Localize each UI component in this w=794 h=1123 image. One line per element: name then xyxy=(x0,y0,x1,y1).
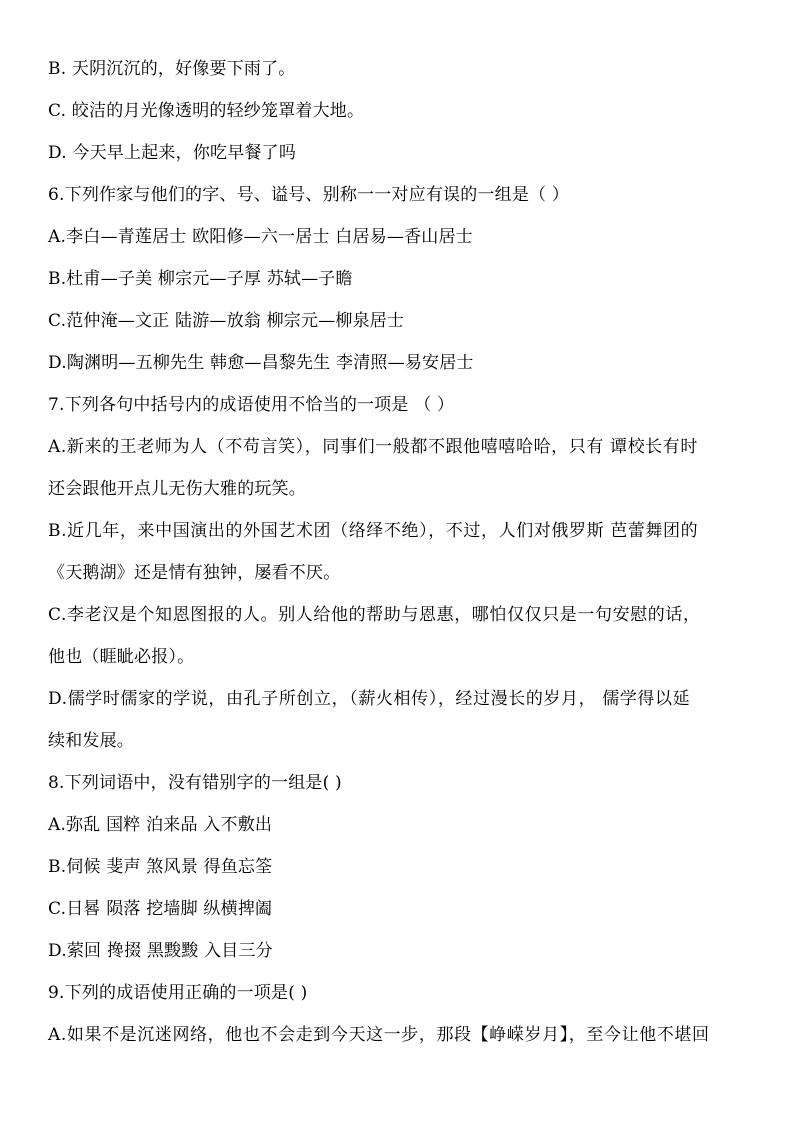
option-7c-line-1: C.李老汉是个知恩图报的人。别人给他的帮助与恩惠，哪怕仅仅只是一句安慰的话， xyxy=(48,605,701,625)
option-9a-line-1: A.如果不是沉迷网络，他也不会走到今天这一步，那段【峥嵘岁月】，至今让他不堪回 xyxy=(48,1025,710,1045)
option-8c: C.日晷 陨落 挖墙脚 纵横捭阖 xyxy=(48,899,273,919)
option-7b-line-1: B.近几年，来中国演出的外国艺术团（络绎不绝），不过，人们对俄罗斯 芭蕾舞团的 xyxy=(48,521,699,541)
option-5d: D. 今天早上起来，你吃早餐了吗 xyxy=(48,143,297,163)
option-7c-line-2: 他也（睚眦必报）。 xyxy=(48,647,195,667)
option-6b: B.杜甫—子美 柳宗元—子厚 苏轼—子瞻 xyxy=(48,269,353,289)
option-7a-line-1: A.新来的王老师为人（不苟言笑），同事们一般都不跟他嘻嘻哈哈，只有 谭校长有时 xyxy=(48,437,698,457)
option-6a: A.李白—青莲居士 欧阳修—六一居士 白居易—香山居士 xyxy=(48,227,473,247)
option-8b: B.伺候 斐声 煞风景 得鱼忘筌 xyxy=(48,857,273,877)
option-6c: C.范仲淹—文正 陆游—放翁 柳宗元—柳泉居士 xyxy=(48,311,405,331)
question-8-title: 8.下列词语中，没有错别字的一组是( ) xyxy=(48,773,342,793)
option-5b: B. 天阴沉沉的，好像要下雨了。 xyxy=(48,59,296,79)
question-6-title: 6.下列作家与他们的字、号、谥号、别称一一对应有误的一组是（ ） xyxy=(48,185,570,205)
question-9-title: 9.下列的成语使用正确的一项是( ) xyxy=(48,983,308,1003)
option-7d-line-1: D.儒学时儒家的学说，由孔子所创立，（薪火相传），经过漫长的岁月， 儒学得以延 xyxy=(48,689,691,709)
option-8a: A.弥乱 国粹 泊来品 入不敷出 xyxy=(48,815,273,835)
option-8d: D.萦回 搀掇 黑黢黢 入目三分 xyxy=(48,941,273,961)
option-7a-line-2: 还会跟他开点儿无伤大雅的玩笑。 xyxy=(48,479,306,499)
question-7-title: 7.下列各句中括号内的成语使用不恰当的一项是 （ ） xyxy=(48,395,455,415)
option-7b-line-2: 《天鹅湖》还是情有独钟，屡看不厌。 xyxy=(48,563,341,583)
option-6d: D.陶渊明—五柳先生 韩愈—昌黎先生 李清照—易安居士 xyxy=(48,353,474,373)
option-7d-line-2: 续和发展。 xyxy=(48,731,134,751)
option-5c: C. 皎洁的月光像透明的轻纱笼罩着大地。 xyxy=(48,101,365,121)
